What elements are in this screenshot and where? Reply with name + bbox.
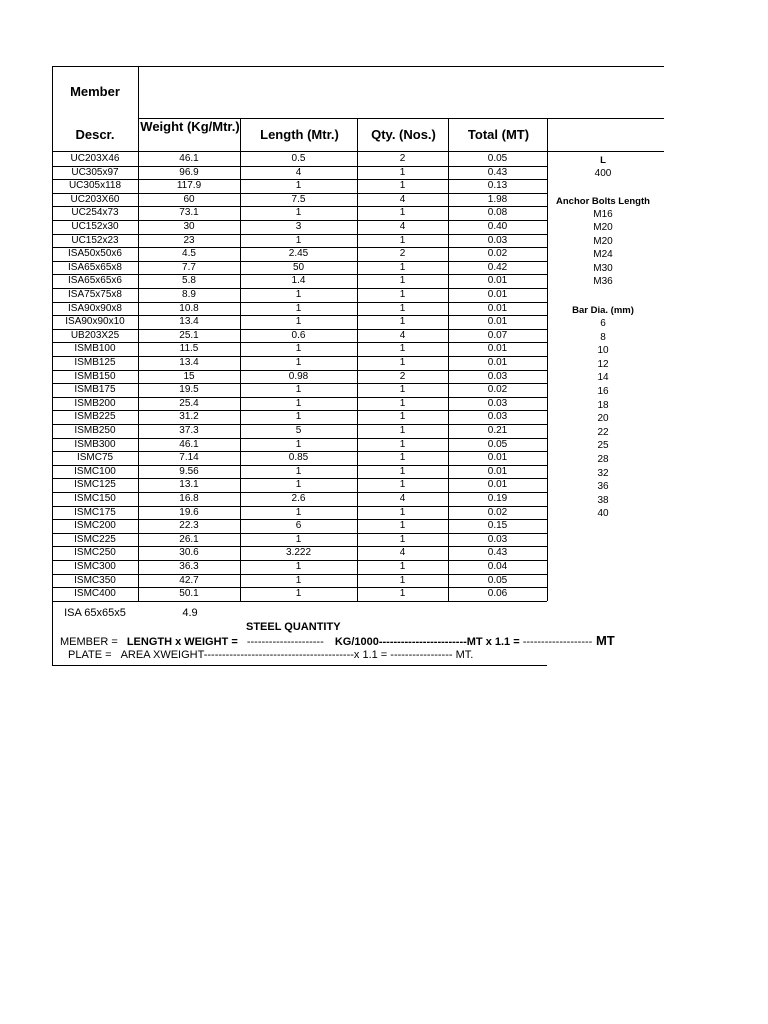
cell-qty: 1 (399, 262, 406, 273)
cell-qty: 1 (399, 561, 406, 572)
cell-total: 0.01 (487, 316, 508, 327)
cell-weight: 16.8 (179, 493, 199, 504)
cell-weight: 13.4 (179, 316, 199, 327)
cell-total: 0.02 (487, 248, 508, 259)
cell-qty: 4 (399, 493, 406, 504)
cell-descr: ISMB150 (74, 371, 116, 382)
cell-total: 0.05 (487, 439, 508, 450)
qty-header: Qty. (Nos.) (371, 127, 436, 142)
cell-total: 0.03 (487, 398, 508, 409)
bar-dia-item: 8 (600, 331, 606, 343)
cell-weight: 117.9 (176, 180, 202, 191)
cell-length: 1 (295, 235, 302, 246)
cell-length: 1 (295, 479, 302, 490)
cell-descr: ISMC150 (74, 493, 116, 504)
extra-row-descr: ISA 65x65x5 (64, 607, 126, 619)
cell-length: 1 (295, 357, 302, 368)
l-value: 400 (594, 168, 612, 179)
cell-total: 0.01 (487, 343, 508, 354)
cell-total: 0.19 (487, 493, 508, 504)
cell-qty: 1 (399, 588, 406, 599)
cell-length: 1 (295, 561, 302, 572)
bar-dia-item: 40 (597, 508, 609, 520)
spreadsheet (52, 66, 664, 666)
bar-dia-item: 25 (597, 440, 609, 452)
cell-descr: UC203X46 (70, 153, 120, 164)
cell-total: 0.01 (487, 303, 508, 314)
cell-weight: 19.6 (179, 507, 199, 518)
cell-descr: UC305x97 (71, 167, 119, 178)
cell-length: 6 (295, 520, 302, 531)
cell-qty: 1 (399, 425, 406, 436)
cell-length: 3 (295, 221, 302, 232)
cell-descr: ISMB125 (74, 357, 116, 368)
bar-dia-item: 12 (597, 358, 609, 370)
bar-dia-item: 18 (597, 399, 609, 411)
cell-qty: 2 (399, 248, 406, 259)
bar-dia-item: 14 (597, 372, 609, 384)
cell-descr: ISMC225 (74, 534, 116, 545)
cell-total: 0.03 (487, 411, 508, 422)
cell-descr: ISA65x65x6 (68, 275, 122, 286)
cell-qty: 2 (399, 153, 406, 164)
cell-length: 2.45 (288, 248, 309, 259)
cell-length: 1 (295, 575, 302, 586)
cell-weight: 60 (183, 194, 195, 205)
member-dashes: --------------------- (246, 636, 324, 648)
cell-weight: 31.2 (179, 411, 199, 422)
cell-weight: 50.1 (179, 588, 199, 599)
cell-weight: 25.4 (179, 398, 199, 409)
cell-weight: 25.1 (179, 330, 199, 341)
cell-qty: 1 (399, 316, 406, 327)
cell-length: 1 (295, 316, 302, 327)
cell-weight: 19.5 (179, 384, 199, 395)
cell-total: 0.21 (487, 425, 508, 436)
cell-total: 0.01 (487, 289, 508, 300)
cell-length: 1 (295, 180, 302, 191)
cell-total: 0.05 (487, 575, 508, 586)
bar-dia-item: 32 (597, 467, 609, 479)
anchor-bolt-item: M20 (593, 235, 613, 247)
anchor-bolt-item: M20 (593, 222, 613, 234)
cell-length: 1 (295, 289, 302, 300)
cell-weight: 96.9 (179, 167, 199, 178)
grid-col-line (547, 118, 548, 152)
cell-length: 1 (295, 398, 302, 409)
cell-total: 0.06 (487, 588, 508, 599)
cell-length: 3.222 (285, 547, 312, 558)
cell-weight: 11.5 (179, 343, 199, 354)
l-title: L (600, 155, 606, 166)
cell-total: 0.43 (487, 167, 508, 178)
cell-weight: 13.4 (179, 357, 199, 368)
cell-weight: 36.3 (179, 561, 199, 572)
cell-qty: 4 (399, 330, 406, 341)
cell-qty: 4 (399, 547, 406, 558)
grid-row-line (52, 601, 547, 602)
cell-descr: UC152x23 (71, 235, 119, 246)
cell-qty: 1 (399, 180, 406, 191)
cell-weight: 30 (183, 221, 195, 232)
cell-weight: 73.1 (179, 207, 199, 218)
cell-qty: 4 (399, 194, 406, 205)
bar-dia-item: 16 (597, 386, 609, 397)
cell-length: 5 (295, 425, 302, 436)
cell-weight: 37.3 (179, 425, 199, 436)
cell-length: 1 (295, 466, 302, 477)
cell-qty: 1 (399, 303, 406, 314)
cell-descr: ISMC100 (74, 466, 116, 477)
cell-weight: 10.8 (179, 303, 199, 314)
cell-descr: ISMC125 (74, 479, 116, 490)
cell-descr: ISMC400 (74, 588, 116, 599)
cell-length: 1 (295, 207, 302, 218)
cell-weight: 9.56 (179, 466, 199, 477)
cell-descr: ISMC250 (74, 547, 116, 558)
steel-quantity-title: STEEL QUANTITY (246, 621, 341, 633)
cell-qty: 1 (399, 575, 406, 586)
cell-total: 0.02 (487, 384, 508, 395)
cell-total: 0.42 (487, 262, 508, 273)
bar-dia-item: 6 (600, 318, 606, 329)
cell-descr: UC152x30 (71, 221, 119, 232)
cell-total: 0.01 (487, 466, 508, 477)
cell-descr: ISMB175 (74, 384, 116, 395)
cell-length: 1 (295, 343, 302, 354)
cell-weight: 7.14 (179, 452, 199, 463)
member-dashes-2: ------------------- (522, 636, 593, 648)
cell-weight: 23 (183, 235, 195, 246)
cell-qty: 1 (399, 439, 406, 450)
bar-dia-title: Bar Dia. (mm) (572, 305, 634, 316)
cell-descr: ISA50x50x6 (68, 248, 122, 259)
descr-header: Descr. (75, 127, 115, 142)
member-end: MT (592, 633, 615, 648)
cell-qty: 1 (399, 207, 406, 218)
total-header: Total (MT) (467, 127, 530, 142)
cell-descr: ISA65x65x8 (68, 262, 122, 273)
anchor-bolt-item: M16 (593, 209, 613, 220)
cell-length: 0.6 (291, 330, 306, 341)
cell-length: 0.5 (291, 153, 306, 164)
cell-total: 0.01 (487, 275, 508, 286)
cell-length: 1 (295, 303, 302, 314)
bar-dia-item: 20 (597, 413, 609, 425)
cell-descr: ISA90x90x10 (65, 316, 125, 327)
cell-descr: ISMB200 (74, 398, 116, 409)
anchor-bolt-item: M30 (593, 262, 613, 274)
cell-length: 1.4 (291, 275, 306, 286)
plate-formula-line (68, 648, 473, 662)
cell-total: 0.02 (487, 507, 508, 518)
cell-weight: 22.3 (179, 520, 199, 531)
cell-descr: ISA75x75x8 (68, 289, 122, 300)
cell-weight: 4.5 (182, 248, 196, 259)
weight-header: Weight (Kg/Mtr.) (140, 119, 240, 134)
cell-weight: 8.9 (182, 289, 196, 300)
cell-weight: 46.1 (179, 439, 199, 450)
member-unit: KG/1000------------------------MT x 1.1 = (334, 636, 523, 648)
bar-dia-item: 10 (597, 345, 609, 357)
cell-total: 0.01 (487, 479, 508, 490)
cell-descr: ISMB100 (74, 343, 116, 354)
bar-dia-item: 22 (597, 426, 609, 438)
cell-total: 0.15 (487, 520, 508, 531)
plate-label: PLATE = (68, 649, 112, 661)
cell-descr: UC305x118 (68, 180, 122, 191)
cell-length: 7.5 (291, 194, 306, 205)
cell-descr: ISMB250 (74, 425, 116, 436)
cell-descr: UC254x73 (71, 207, 119, 218)
cell-qty: 4 (399, 221, 406, 232)
cell-total: 0.04 (487, 561, 508, 572)
cell-length: 1 (295, 588, 302, 599)
grid-bottom-border (52, 665, 547, 666)
cell-length: 1 (295, 439, 302, 450)
cell-total: 0.05 (487, 153, 508, 164)
plate-formula: AREA XWEIGHT-----------------------------------------x 1.1 = ----------------- MT. (120, 649, 474, 661)
cell-total: 0.03 (487, 235, 508, 246)
anchor-bolt-item: M24 (593, 249, 613, 261)
cell-qty: 2 (399, 371, 406, 382)
anchor-bolt-item: M36 (593, 276, 613, 287)
cell-descr: ISMC75 (76, 452, 114, 463)
bar-dia-item: 36 (597, 481, 609, 493)
cell-descr: UB203X25 (70, 330, 120, 341)
cell-descr: ISMB225 (74, 411, 116, 422)
cell-qty: 1 (399, 384, 406, 395)
cell-qty: 1 (399, 452, 406, 463)
cell-total: 0.01 (487, 357, 508, 368)
cell-weight: 46.1 (179, 153, 199, 164)
cell-qty: 1 (399, 275, 406, 286)
cell-total: 0.03 (487, 534, 508, 545)
cell-total: 0.07 (487, 330, 508, 341)
cell-qty: 1 (399, 534, 406, 545)
length-header: Length (Mtr.) (260, 127, 339, 142)
cell-weight: 7.7 (182, 262, 196, 273)
cell-total: 0.13 (487, 180, 508, 191)
cell-qty: 1 (399, 479, 406, 490)
cell-weight: 5.8 (182, 275, 196, 286)
cell-length: 0.85 (288, 452, 309, 463)
cell-qty: 1 (399, 167, 406, 178)
cell-length: 1 (295, 384, 302, 395)
cell-length: 50 (292, 262, 305, 273)
extra-row-weight: 4.9 (182, 607, 198, 619)
cell-qty: 1 (399, 520, 406, 531)
cell-length: 1 (295, 534, 302, 545)
cell-weight: 26.1 (179, 534, 199, 545)
cell-total: 0.03 (487, 371, 508, 382)
bar-dia-item: 28 (597, 454, 609, 465)
anchor-bolts-title: Anchor Bolts Length (556, 196, 650, 207)
cell-descr: ISMC300 (74, 561, 116, 572)
cell-total: 0.40 (487, 221, 508, 232)
cell-descr: ISMB300 (74, 439, 116, 450)
grid-top-border (52, 66, 664, 67)
cell-descr: UC203X60 (70, 194, 120, 205)
member-label: MEMBER = (60, 636, 118, 648)
cell-total: 0.08 (487, 207, 508, 218)
member-formula: LENGTH x WEIGHT = (126, 636, 238, 648)
cell-length: 1 (295, 411, 302, 422)
member-header: Member (70, 84, 120, 99)
cell-length: 4 (295, 167, 302, 178)
cell-qty: 1 (399, 357, 406, 368)
cell-total: 0.43 (487, 547, 508, 558)
cell-qty: 1 (399, 466, 406, 477)
member-formula-line (60, 634, 615, 649)
cell-descr: ISMC200 (74, 520, 116, 531)
cell-descr: ISMC350 (74, 575, 116, 586)
cell-weight: 13.1 (179, 479, 199, 490)
cell-qty: 1 (399, 289, 406, 300)
cell-length: 2.6 (291, 493, 306, 504)
cell-length: 1 (295, 507, 302, 518)
bar-dia-item: 38 (597, 494, 609, 506)
cell-weight: 30.6 (179, 547, 199, 558)
cell-length: 0.98 (288, 371, 309, 382)
cell-qty: 1 (399, 235, 406, 246)
cell-weight: 42.7 (179, 575, 199, 586)
cell-descr: ISA90x90x8 (68, 303, 122, 314)
cell-qty: 1 (399, 507, 406, 518)
cell-qty: 1 (399, 343, 406, 354)
cell-descr: ISMC175 (74, 507, 116, 518)
cell-weight: 15 (183, 371, 195, 382)
cell-qty: 1 (399, 411, 406, 422)
cell-total: 1.98 (487, 194, 508, 205)
cell-qty: 1 (399, 398, 406, 409)
cell-total: 0.01 (487, 452, 508, 463)
